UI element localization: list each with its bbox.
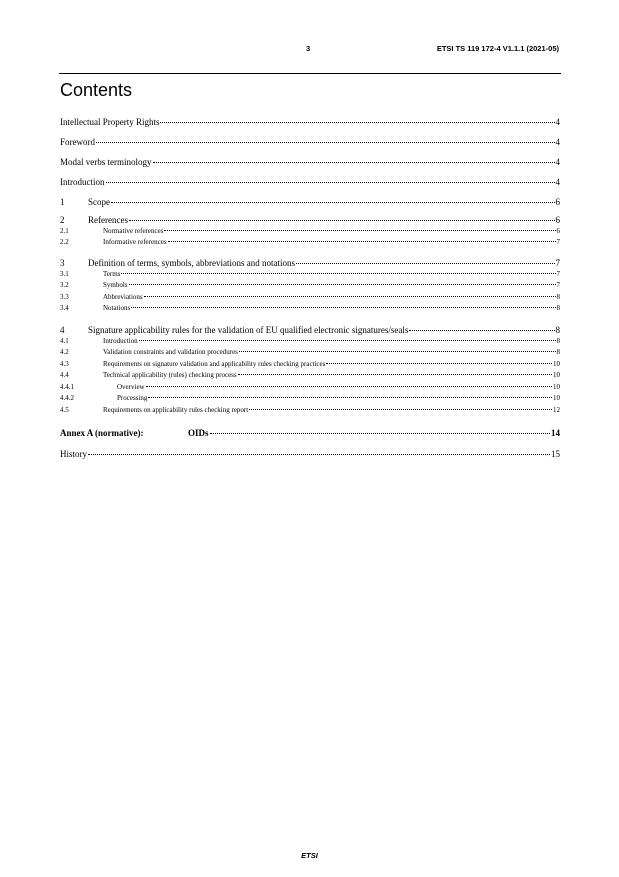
toc-entry[interactable] (60, 215, 560, 226)
footer-etsi: ETSI (301, 851, 318, 860)
toc-leader-dots (296, 262, 555, 264)
toc-entry[interactable] (60, 293, 560, 302)
toc-entry[interactable] (60, 238, 560, 247)
toc-entry-page: 10 (553, 394, 560, 402)
toc-entry[interactable] (60, 348, 560, 357)
toc-entry-text: Validation constraints and validation procedures (103, 348, 238, 356)
toc-entry-page: 7 (556, 238, 560, 246)
toc-entry-text: Symbols (103, 281, 128, 289)
toc-entry-text: Signature applicability rules for the validation of EU qualified electronic signatures/seals (88, 325, 409, 335)
toc-entry[interactable] (60, 157, 560, 168)
toc-leader-dots (210, 432, 550, 434)
toc-entry-number: 1 (60, 197, 65, 207)
toc-entry[interactable] (60, 177, 560, 188)
toc-entry-page: 4 (555, 137, 560, 147)
toc-entry-page: 10 (553, 371, 560, 379)
toc-entry-number: 2 (60, 215, 65, 225)
toc-entry-page: 6 (555, 215, 560, 225)
toc-entry[interactable] (60, 360, 560, 369)
toc-entry-text: Normative references (103, 227, 164, 235)
toc-entry-text: Introduction (103, 337, 138, 345)
toc-entry-text: Notations (103, 304, 131, 312)
toc-leader-dots (106, 181, 555, 183)
toc-entry-number: 3.2 (60, 281, 69, 289)
toc-entry[interactable] (60, 337, 560, 346)
toc-entry-text: OIDs (188, 428, 209, 438)
toc-entry-page: 7 (556, 281, 560, 289)
toc-entry-page: 8 (556, 348, 560, 356)
toc-leader-dots (88, 453, 550, 455)
toc-entry-page: 15 (551, 449, 560, 459)
toc-leader-dots (131, 306, 555, 308)
toc-entry-page: 4 (555, 177, 560, 187)
toc-entry-number: 2.2 (60, 238, 69, 246)
toc-entry-page: 7 (556, 270, 560, 278)
toc-leader-dots (153, 161, 555, 163)
toc-entry-text: Overview (117, 383, 145, 391)
toc-entry[interactable] (60, 117, 560, 128)
toc-leader-dots (160, 121, 554, 123)
toc-leader-dots (326, 362, 552, 364)
toc-entry[interactable] (60, 449, 560, 460)
toc-entry-text: Terms (103, 270, 121, 278)
toc-entry-number: Annex A (normative): (60, 428, 144, 438)
toc-leader-dots (168, 240, 556, 242)
toc-entry-number: 4.4 (60, 371, 69, 379)
toc-leader-dots (121, 272, 555, 274)
toc-leader-dots (144, 295, 556, 297)
toc-entry-page: 14 (551, 428, 560, 438)
toc-entry-text: Requirements on applicability rules checking report (103, 406, 249, 414)
toc-entry-text: Requirements on signature validation and applicability rules checking practices (103, 360, 326, 368)
toc-entry[interactable] (60, 383, 560, 392)
toc-entry-page: 12 (553, 406, 560, 414)
toc-entry-text: Foreword (60, 137, 95, 147)
toc-entry-number: 3.4 (60, 304, 69, 312)
toc-entry-number: 4 (60, 325, 65, 335)
toc-entry[interactable] (60, 258, 560, 269)
document-id: ETSI TS 119 172-4 V1.1.1 (2021-05) (436, 44, 559, 53)
toc-entry-page: 10 (553, 383, 560, 391)
page-number: 3 (306, 44, 311, 53)
toc-leader-dots (239, 350, 556, 352)
toc-entry[interactable] (60, 227, 560, 236)
toc-entry-text: Intellectual Property Rights (60, 117, 160, 127)
toc-entry[interactable] (60, 197, 560, 208)
toc-entry-text: References (88, 215, 128, 225)
toc-entry[interactable] (60, 137, 560, 148)
toc-entry-text: Definition of terms, symbols, abbreviations and notations (88, 258, 295, 268)
toc-entry-number: 4.1 (60, 337, 69, 345)
toc-leader-dots (238, 373, 552, 375)
toc-leader-dots (146, 385, 552, 387)
toc-entry-page: 8 (556, 337, 560, 345)
header-rule (59, 73, 561, 74)
toc-entry-page: 8 (555, 325, 560, 335)
toc-leader-dots (111, 201, 555, 203)
page-title: Contents (60, 80, 133, 100)
toc-leader-dots (148, 396, 552, 398)
toc-leader-dots (129, 283, 556, 285)
toc-leader-dots (249, 408, 552, 410)
toc-entry-number: 4.4.1 (60, 383, 74, 391)
toc-entry-number: 4.5 (60, 406, 69, 414)
toc-leader-dots (164, 229, 555, 231)
toc-entry-number: 4.2 (60, 348, 69, 356)
toc-entry[interactable] (60, 270, 560, 279)
toc-entry-text: Processing (117, 394, 148, 402)
toc-entry[interactable] (60, 394, 560, 403)
toc-leader-dots (129, 219, 555, 221)
toc-entry-number: 4.3 (60, 360, 69, 368)
toc-entry-page: 6 (556, 227, 560, 235)
toc-entry-text: Technical applicability (rules) checking process (103, 371, 237, 379)
toc-entry-number: 4.4.2 (60, 394, 74, 402)
toc-entry-page: 7 (555, 258, 560, 268)
toc-entry[interactable] (60, 371, 560, 380)
toc-entry-number: 2.1 (60, 227, 69, 235)
toc-entry-number: 3.1 (60, 270, 69, 278)
toc-entry-text: History (60, 449, 87, 459)
toc-leader-dots (96, 141, 555, 143)
toc-entry-text: Introduction (60, 177, 105, 187)
toc-leader-dots (139, 339, 556, 341)
toc-entry-number: 3.3 (60, 293, 69, 301)
toc-entry-page: 8 (556, 304, 560, 312)
toc-entry-text: Modal verbs terminology (60, 157, 152, 167)
toc-entry[interactable] (60, 304, 560, 313)
toc-entry[interactable] (60, 428, 560, 439)
toc-entry-text: Abbreviations (103, 293, 143, 301)
toc-entry[interactable] (60, 281, 560, 290)
toc-entry-page: 10 (553, 360, 560, 368)
toc-entry-text: Scope (88, 197, 110, 207)
toc-entry[interactable] (60, 325, 560, 336)
toc-entry-page: 6 (555, 197, 560, 207)
toc-leader-dots (409, 329, 554, 331)
toc-entry-page: 4 (555, 157, 560, 167)
toc-entry-number: 3 (60, 258, 65, 268)
toc-entry-page: 8 (556, 293, 560, 301)
toc-entry-text: Informative references (103, 238, 167, 246)
toc-entry[interactable] (60, 406, 560, 415)
toc-entry-page: 4 (555, 117, 560, 127)
